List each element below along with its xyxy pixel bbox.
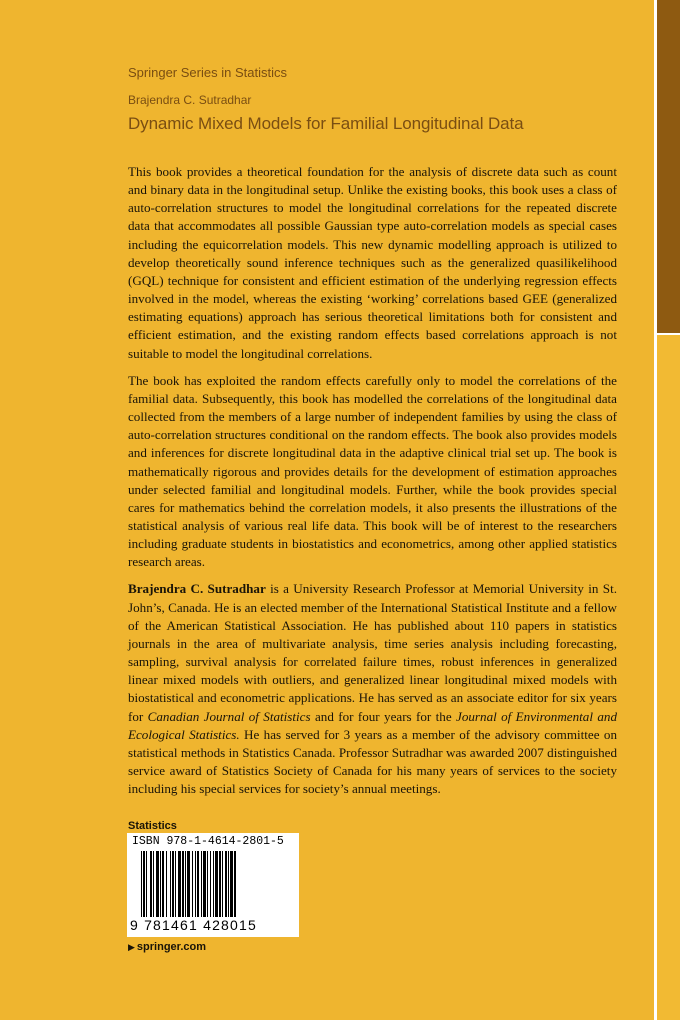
isbn-barcode xyxy=(127,833,299,937)
publisher-website[interactable] xyxy=(128,941,206,953)
barcode-digits: 9 781461 428015 xyxy=(130,917,257,933)
barcode-bar xyxy=(236,851,237,917)
series-name: Springer Series in Statistics xyxy=(128,65,287,80)
bio-author-name: Brajendra C. Sutradhar xyxy=(128,581,266,597)
spine-dark-band xyxy=(654,0,680,333)
barcode-bars xyxy=(141,851,291,917)
website-label: springer.com xyxy=(136,941,206,953)
blurb xyxy=(128,163,617,807)
blurb-paragraph-1: This book provides a theoretical foundation for the analysis of discrete data such as count and binary data in the longitudinal setup. Unlike the existing books, this book uses a class of auto-correlation structures to model the longitudinal correlations for the repeated discrete data that accommodates all possible Gaussian type auto-correlation models as special cases including the equicorrelation models. This new dynamic modelling approach is utilized to develop theoretically sound inference techniques such as the generalized quasilikelihood (GQL) technique for consistent and efficient estimation of the underlying regression effects involved in the model, whereas the existing ‘working’ correlations based GEE (generalized estimating equations) approach has serious theoretical limitations both for consistent and efficient estimation, and the existing random effects based correlations approach is not suitable to model the longitudinal correlations. xyxy=(128,164,617,361)
arrow-right-icon: ▶ xyxy=(128,942,135,952)
book-title: Dynamic Mixed Models for Familial Longitudinal Data xyxy=(128,114,524,133)
bio-text-1: is a University Research Professor at Memorial University in St. John’s, Canada. He is an elected member of the International Statistical Institute and a fellow of the American Statistical Association. He has published about 110 papers in statistics journals in the area of multivariate analysis, time series analysis including forecasting, sampling, survival analysis for correlated failure times, robust inferences in generalized linear mixed models with outliers, and generalized linear longitudinal mixed models with biostatistical and econometric applications. He has served as an associate editor for six years for xyxy=(128,581,617,724)
spine-light-band xyxy=(654,333,680,1020)
isbn-number: ISBN 978-1-4614-2801-5 xyxy=(132,835,284,848)
author-name: Brajendra C. Sutradhar xyxy=(128,93,252,107)
bio-text-2: and for four years for the xyxy=(310,708,457,724)
bio-text-3: He has served for 3 years as a member of the advisory committee on statistical methods in Statistics Canada. Professor Sutradhar was awarded 2007 distinguished service award of Statistics Society of Canada for his many years of services to the society including his special services for society’s annual meetings. xyxy=(128,726,618,797)
author-bio xyxy=(128,580,617,798)
blurb-paragraph-2: The book has exploited the random effects carefully only to model the correlations of the familial data. Subsequently, this book has modelled the correlations of the longitudinal data collected from the members of a large number of independent families by using the class of auto-correlation structures conditional on the random effects. The book also provides models and inferences for discrete longitudinal data in the adaptive clinical trial set up. The book is mathematically rigorous and provides details for the development of estimation approaches under selected familial and longitudinal models. Further, while the book provides special cares for mathematics behind the correlation models, it also presents the illustrations of the statistical analysis of various real life data. This book will be of interest to the researchers including graduate students in biostatistics and econometrics, among other applied statistics research areas. xyxy=(128,372,617,570)
bio-journal-1: Canadian Journal of Statistics xyxy=(147,708,311,724)
category-label: Statistics xyxy=(128,820,177,832)
bio-journal-2: Journal of Environmental and Ecological Statistics. xyxy=(128,708,617,742)
